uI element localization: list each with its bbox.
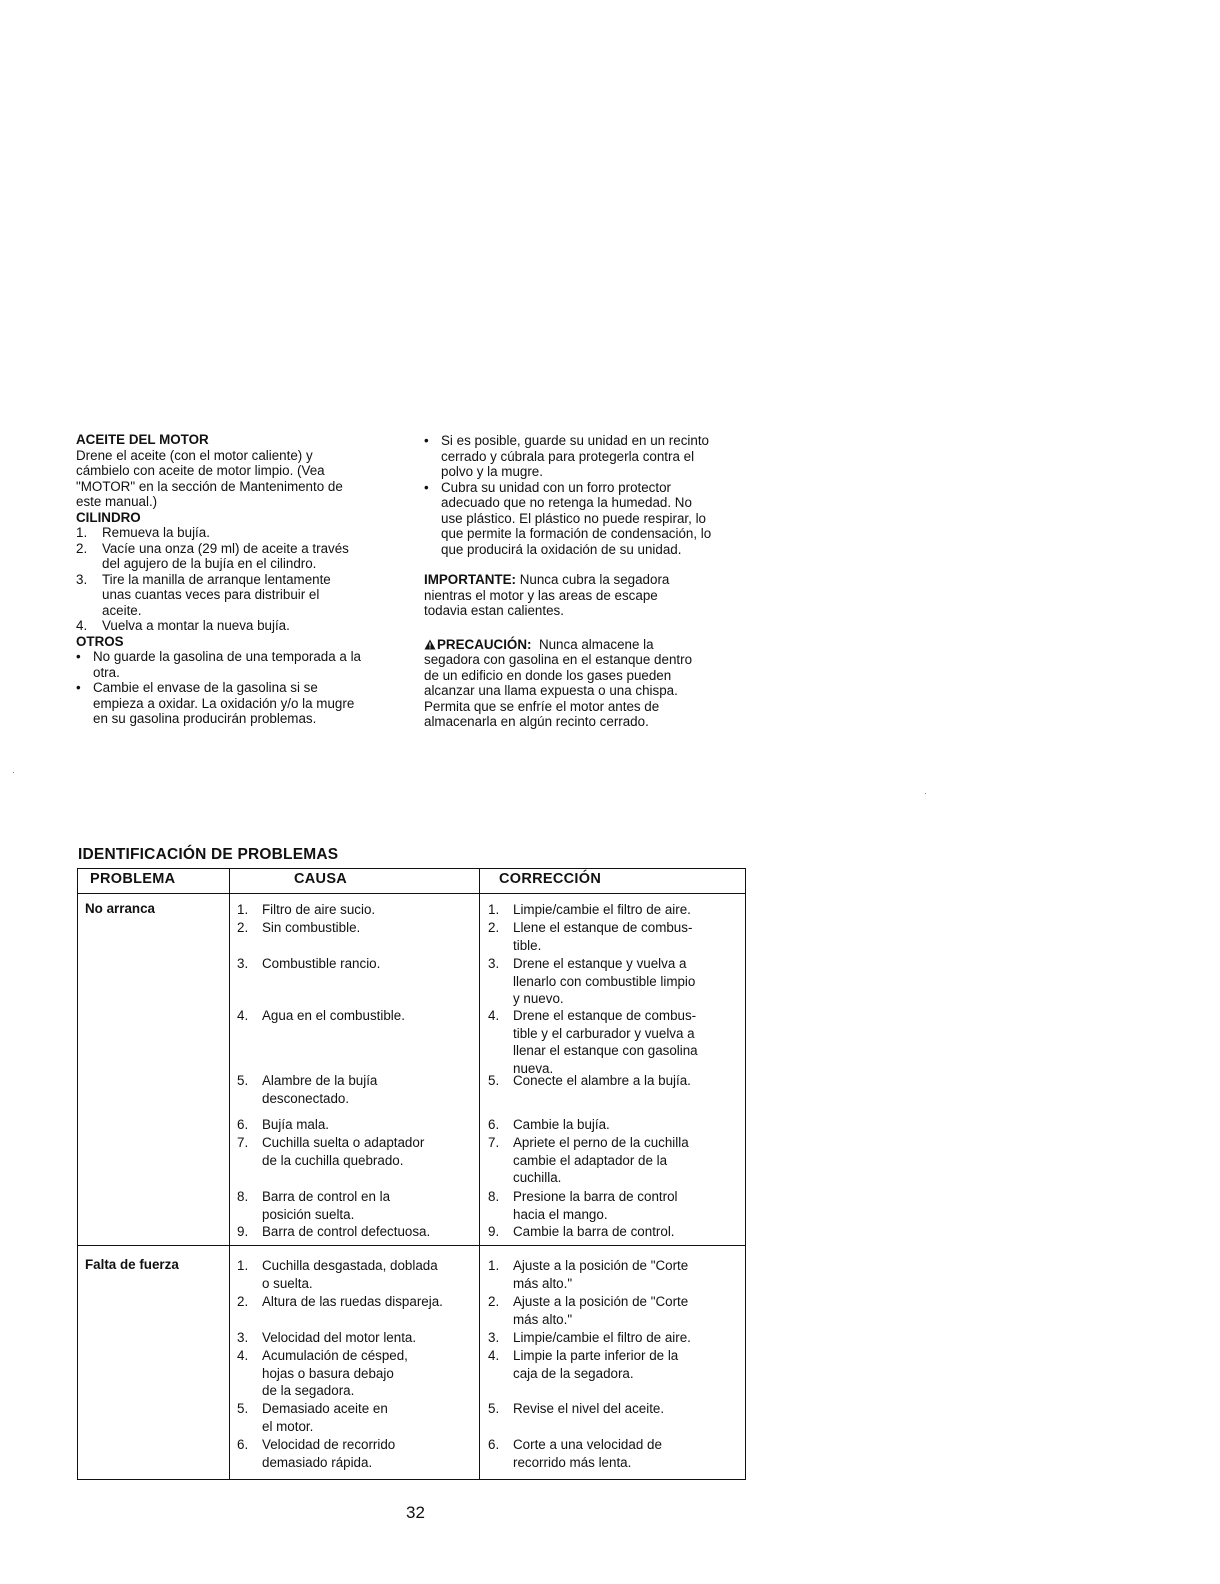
correction-item: 2. Llene el estanque de combus- tible. (488, 920, 693, 953)
cause-item: 2. Sin combustible. (237, 920, 361, 935)
text-line: este manual.) (76, 494, 158, 509)
cause-item: 6. Bujía mala. (237, 1117, 329, 1132)
text-line: cámbielo con aceite de motor limpio. (Vea (76, 463, 325, 478)
cause-item: 1. Filtro de aire sucio. (237, 902, 376, 917)
bullet-icon: • (424, 433, 429, 448)
list-item: 3. Tire la manilla de arranque lentamente unas cuantas veces para distribuir el aceite. (76, 571, 331, 618)
correction-item: 5. Revise el nivel del aceite. (488, 1401, 665, 1416)
cause-item: 3. Combustible rancio. (237, 956, 381, 971)
correction-item: 9. Cambie la barra de control. (488, 1224, 675, 1239)
scan-speck (925, 793, 926, 794)
troubleshooting-title: IDENTIFICACIÓN DE PROBLEMAS (78, 846, 339, 863)
right-column (424, 433, 750, 730)
correction-item: 1. Limpie/cambie el filtro de aire. (488, 902, 691, 917)
correction-item: 4. Limpie la parte inferior de la caja de la segadora. (488, 1348, 679, 1381)
cause-item: 9. Barra de control defectuosa. (237, 1224, 431, 1239)
bullet-icon: • (424, 479, 429, 495)
scan-speck (13, 772, 14, 773)
caution-note: PRECAUCIÓN: Nunca almacene la segadora con gasolina en el estanque dentro de un edificio en donde los gases pueden alcanzar una llama expuesta o una chispa. Permita que se enfríe el motor antes de almacenarla en algún recinto cerrado. (424, 636, 693, 729)
column-divider (229, 869, 230, 1479)
correction-item: 5. Conecte el alambre a la bujía. (488, 1073, 691, 1088)
header-correction: CORRECCIÓN (499, 871, 602, 887)
cause-item: 6. Velocidad de recorrido demasiado rápida. (237, 1437, 396, 1470)
header-problem: PROBLEMA (90, 871, 176, 887)
bullet-icon: • (76, 649, 81, 664)
list-item: • Si es posible, guarde su unidad en un recinto cerrado y cúbrala para protegerla contra el polvo y la mugre. (424, 433, 709, 479)
header-cause: CAUSA (294, 871, 348, 887)
warning-triangle-icon (424, 639, 436, 650)
correction-item: 2. Ajuste a la posición de "Corte más alto." (488, 1294, 689, 1327)
left-column (76, 432, 396, 727)
cause-item: 7. Cuchilla suelta o adaptador de la cuchilla quebrado. (237, 1135, 425, 1168)
important-label: IMPORTANTE: (424, 572, 516, 587)
correction-item: 7. Apriete el perno de la cuchilla cambie el adaptador de la cuchilla. (488, 1135, 689, 1186)
correction-item: 3. Limpie/cambie el filtro de aire. (488, 1330, 691, 1345)
column-divider (479, 869, 480, 1479)
list-item: 2. Vacíe una onza (29 ml) de aceite a través del agujero de la bujía en el cilindro. (76, 540, 349, 571)
cause-item: 2. Altura de las ruedas dispareja. (237, 1294, 443, 1309)
bullet-icon: • (76, 680, 81, 695)
list-item: • Cubra su unidad con un forro protector adecuado que no retenga la humedad. No use plástico. El plástico no puede respirar, lo que permite la formación de condensación, lo que producirá la oxidación de su unidad. (424, 479, 712, 557)
page-number: 32 (406, 1503, 425, 1522)
motor-oil-heading: ACEITE DEL MOTOR (76, 432, 209, 447)
important-note: IMPORTANTE: Nunca cubra la segadora nientras el motor y las areas de escape todavia estan calientes. (424, 572, 670, 618)
correction-item: 1. Ajuste a la posición de "Corte más alto." (488, 1258, 689, 1291)
cause-item: 3. Velocidad del motor lenta. (237, 1330, 417, 1345)
problem-cell: No arranca (85, 901, 155, 916)
problem-cell: Falta de fuerza (85, 1257, 179, 1272)
correction-item: 6. Cambie la bujía. (488, 1117, 610, 1132)
list-item: • Cambie el envase de la gasolina si se empieza a oxidar. La oxidación y/o la mugre en su gasolina producirán problemas. (76, 680, 355, 726)
cause-item: 8. Barra de control en la posición suelta. (237, 1189, 391, 1222)
list-item: 4. Vuelva a montar la nueva bujía. (76, 618, 290, 633)
motor-oil-text (76, 448, 396, 510)
list-item: • No guarde la gasolina de una temporada a la otra. (76, 649, 362, 680)
cause-item: 5. Alambre de la bujía desconectado. (237, 1073, 378, 1106)
cause-item: 5. Demasiado aceite en el motor. (237, 1401, 388, 1434)
others-heading: OTROS (76, 633, 124, 649)
cause-item: 4. Acumulación de césped, hojas o basura debajo de la segadora. (237, 1348, 408, 1399)
cause-item: 4. Agua en el combustible. (237, 1008, 405, 1023)
text-line: Drene el aceite (con el motor caliente) y (76, 447, 313, 463)
cylinder-heading: CILINDRO (76, 509, 141, 525)
cause-item: 1. Cuchilla desgastada, doblada o suelta. (237, 1258, 438, 1291)
caution-label: PRECAUCIÓN: (437, 636, 532, 652)
list-item: 1. Remueva la bujía. (76, 525, 210, 540)
text-line: "MOTOR" en la sección de Mantenimento de (76, 478, 343, 494)
header-divider (78, 893, 745, 894)
correction-item: 6. Corte a una velocidad de recorrido más lenta. (488, 1437, 662, 1470)
correction-item: 4. Drene el estanque de combus- tible y el carburador y vuelva a llenar el estanque con gasolina nueva. (488, 1008, 698, 1076)
troubleshooting-table (77, 868, 746, 1480)
row-divider (78, 1245, 745, 1246)
correction-item: 8. Presione la barra de control hacia el mango. (488, 1189, 678, 1222)
correction-item: 3. Drene el estanque y vuelva a llenarlo con combustible limpio y nuevo. (488, 956, 696, 1007)
